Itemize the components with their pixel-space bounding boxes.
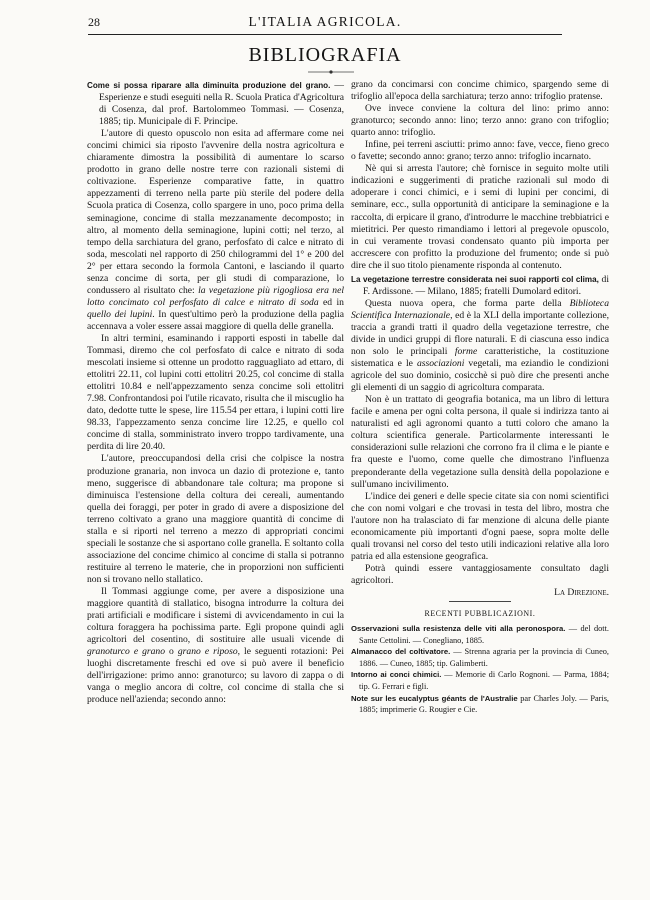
paragraph: grano da concimarsi con concime chimico, spargendo seme di trifoglio all'epoca della sarchiatura; terzo anno: trifoglio pratense. <box>351 79 609 103</box>
publication-details: — del dott. Sante Cettolini. — Conegliano, 1885. <box>359 624 609 645</box>
publication-title: Intorno ai conci chimici. <box>351 670 442 680</box>
review-citation: di F. Ardissone. — Milano, 1885; fratelli Dumolard editori. <box>363 273 609 297</box>
page-header <box>88 12 562 35</box>
paragraph: Ove invece conviene la coltura del lino: primo anno: granoturco; secondo anno: lino; terzo anno: grano con trifoglio; quarto anno: trifoglio. <box>351 103 609 139</box>
recent-publication-item <box>351 646 609 669</box>
paragraph: L'autore di questo opuscolo non esita ad affermare come nei concimi chimici sia riposto l'avvenire della nostra agricoltura e chiaramente dimostra la possibilità di aumentare lo scarso prodotto in grano delle nostre terre con razionali sistemi di coltivazione. Esperienze comparative fatte, in quattro appezzamenti di terreno nella parte più sterile del podere della Scuola pratica di Cosenza, collo spargere in uno, poco prima della seminagione, concime di stalla mezzanamente decomposto; in altro, al momento della seminagione, lupini cotti; nel terzo, al tempo della sarchiatura del grano, perfosfato di calce e nitrato di soda, mescolati nel rapporto di 250 chilogrammi del 1° e 200 del 2° per ettara secondo la formola Cantoni, e lasciando il quarto senza concime di sorta, per gli studi di comparazione, lo condussero al risultato che: la vegetazione più rigogliosa era nel lotto concimato col perfosfato di calce e nitrato di soda ed in quello dei lupini. In quest'ultimo però la produzione della paglia accennava a voler essere assai maggiore di quella delle granella. <box>87 128 344 332</box>
signature: La Direzione. <box>554 586 609 598</box>
paragraph: Infine, pei terreni asciutti: primo anno: fave, vecce, fieno greco o favette; secondo anno: grano; terzo anno: trifoglio incarnato. <box>351 139 609 163</box>
paragraph: Il Tommasi aggiunge come, per avere a disposizione una maggiore quantità di stallatico, bisogna introdurre la coltura dei prati artificiali e modificare i sistemi di avvicendamento in cui la coltura foraggera ha pochissima parte. Egli propone quindi agli agricoltori del cosentino, di sostituire alle usuali vicende di granoturco e grano o grano e riposo, le seguenti rotazioni: Pei luoghi discretamente freschi ed ove si può avere il beneficio dell'irrigazione: primo anno: granoturco; su lavoro di zappa o di vanga o meglio ancora di coltre, col concime di stalla che si produce nell'azienda; secondo anno: <box>87 585 345 706</box>
paragraph: In altri termini, esaminando i rapporti esposti in tabelle dal Tommasi, diremo che col perfosfato di calce e nitrato di soda mescolati insieme si ottenne un prodotto ragguagliato ad ettaro, di ettolitri 22.11, col lupini cotti ettolitri 20.25, col concime di stalla ettolitri 10.84 e nell'appezzamento senza concime soli ettolitri 7.98. Confrontandosi poi l'utile ricavato, risulta che il miscuglio ha dato, dedotte tutte le spese, lire 115.54 per ettara, i lupini cotti lire 98.33, l'appezzamento senza concime lire 12.25, e quello col concime di stalla, somministrato invero troppo tardivamente, una perdita di lire 20.40. <box>87 332 344 453</box>
paragraph: Nè qui si arresta l'autore; chè fornisce in seguito molte utili indicazioni e suggerimenti di pratiche razionali sul modo di adoperare i conci chimici, e i semi di lupini per concimi, di seminare, ecc., sulla opportunità di anticipare la seminagione e la raccolta, di erpicare il grano, d'introdurre le macchine trebbiatrici e mietitrici. Per questo rimandiamo i lettori al pregevole opuscolo, in cui veramente trovasi condensato quanto più importa per accrescere con profitto la produzione del frumento; onde si può dire che il suo titolo pienamente risponda al contenuto. <box>351 163 609 271</box>
recent-publications-list <box>351 623 609 716</box>
publication-title: Osservazioni sulla resistenza delle viti alla peronospora. <box>351 624 566 634</box>
section-title: BIBLIOGRAFIA <box>248 44 402 66</box>
paragraph: Non è un trattato di geografia botanica, ma un libro di lettura facile e amena per ogni colta persona, il quale si indirizza tanto ai naturalisti ed agli agronomi quanto a tutti coloro che amano la coltura scientifica generale. Particolarmente interessanti le considerazioni sulle relazioni che corrono fra il clima e le piante e fra queste e l'uomo, come quelle che dimostrano l'influenza preponderante della vegetazione sulla densità della popolazione e sull'umano incivilimento. <box>351 394 609 490</box>
paragraph: Potrà quindi essere vantaggiosamente consultato dagli agricoltori. <box>351 562 609 586</box>
publication-title: Note sur les eucalyptus géants de l'Australie <box>351 693 518 703</box>
left-column <box>87 80 344 706</box>
publication-details: — Strenna agraria per la provincia di Cuneo, 1886. — Cuneo, 1885; tip. Galimberti. <box>359 647 609 668</box>
review-citation: — Esperienze e studi eseguiti nella R. Scuola Pratica d'Agricoltura di Cosenza, dal prof. Bartolommeo Tommasi. — Cosenza, 1885; tip. Municipale di F. Principe. <box>99 80 344 128</box>
publication-details: — Memorie di Carlo Rognoni. — Parma, 1884; tip. G. Ferrari e figli. <box>359 670 610 692</box>
review-entry-1 <box>87 80 344 128</box>
recent-publication-item <box>351 693 609 716</box>
right-column <box>351 79 609 716</box>
running-title: L'ITALIA AGRICOLA. <box>248 14 402 29</box>
review-heading: La vegetazione terrestre considerata nei suoi rapporti col clima, <box>351 274 599 284</box>
page-number: 28 <box>88 15 100 29</box>
paragraph: L'indice dei generi e delle specie citate sia con nomi scientifici che con nomi volgari e che trovasi in testa del libro, mostra che l'autore non ha tralasciato di far menzione di alcuna delle piante economicamente più importanti d'ogni paese, sopra molte delle quali trovansi nel corso del testo utili indicazioni relative alla loro patria ed alla estensione geografica. <box>351 490 609 562</box>
paragraph: Questa nuova opera, che forma parte della Biblioteca Scientifica Internazionale, ed è la XLI della importante collezione, traccia a grandi tratti il quadro della vegetazione terrestre, che divide in undici gruppi di flore naturali. E di ciascuna esso indica non solo le principali forme caratteristiche, la costituzione sistematica e le associazioni vegetali, ma eziandio le condizioni agricole del suo dominio, cosicchè si può dire che presenti anche gli elementi di un saggio di agricoltura comparata. <box>351 297 610 394</box>
paragraph: L'autore, preoccupandosi della crisi che colpisce la nostra produzione granaria, non invoca un dazio di protezione e, tanto meno, suggerisce di abbandonare tale coltura; ma propone si diminuisca l'estensione della coltura dei cereali, aumentando quella dei foraggi, per poter in grado di avere a disposizione del terreno coltivato a grano una maggiore quantità di concime di stalla e si riporti nel terreno a mezzo di appropriati concimi speciali le sostanze che si asportano colle granella. E soltanto colla associazione del concime chimico al concime di stalla si potranno restituire al terreno le materie, che in proporzioni non sufficienti non si trovano nello stallatico. <box>87 453 344 585</box>
signature-line <box>351 587 609 599</box>
recent-publication-item <box>351 669 609 692</box>
publication-title: Almanacco del coltivatore. <box>351 647 451 657</box>
divider <box>449 601 511 602</box>
publication-details: par Charles Joly. — Paris, 1885; imprimerie G. Rougier e Cie. <box>359 693 609 715</box>
recent-publication-item <box>351 623 609 646</box>
review-heading: Come si possa riparare alla diminuita produzione del grano. <box>87 81 331 90</box>
review-entry-2 <box>351 274 609 298</box>
title-ornament <box>306 68 356 76</box>
recent-publications-title: RECENTI PUBBLICAZIONI. <box>424 609 536 619</box>
